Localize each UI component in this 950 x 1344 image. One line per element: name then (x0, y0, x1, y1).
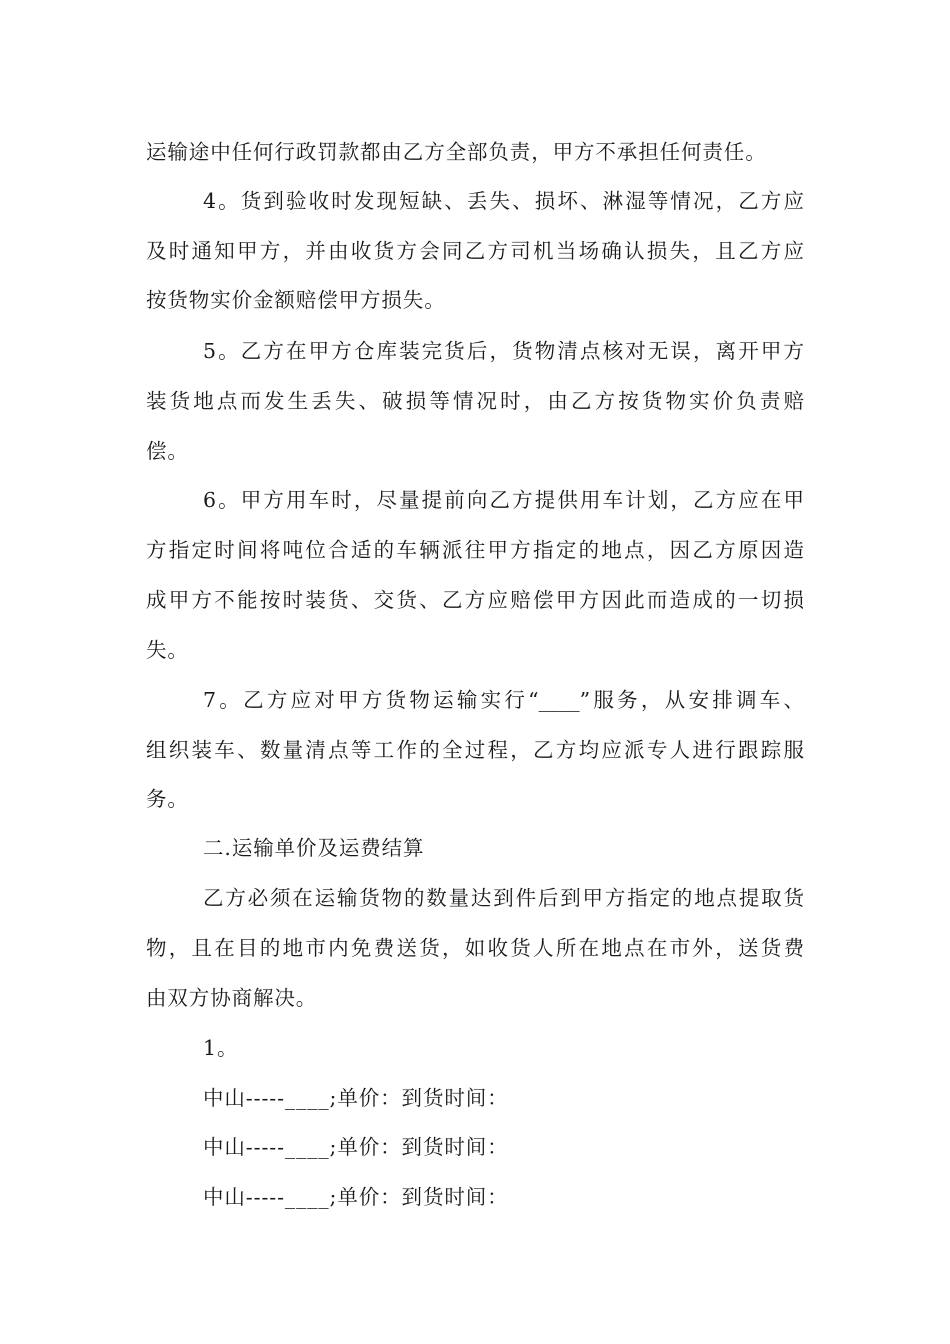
text-line: 方指定时间将吨位合适的车辆派往甲方指定的地点，因乙方原因造 (146, 538, 804, 562)
text-line: 4。货到验收时发现短缺、丢失、损坏、淋湿等情况，乙方应 (203, 189, 804, 213)
text-line: 物，且在目的地市内免费送货，如收货人所在地点在市外，送货费 (146, 936, 804, 960)
text-line: 运输途中任何行政罚款都由乙方全部负责，甲方不承担任何责任。 (146, 140, 767, 164)
text-line: 乙方必须在运输货物的数量达到件后到甲方指定的地点提取货 (203, 886, 804, 910)
text-line: 1。 (203, 1036, 239, 1060)
text-line: 5。乙方在甲方仓库装完货后，货物清点核对无误，离开甲方 (203, 339, 804, 363)
text-line: 6。甲方用车时，尽量提前向乙方提供用车计划，乙方应在甲 (203, 488, 804, 512)
text-line: 务。 (146, 787, 189, 811)
text-line: 失。 (146, 638, 189, 662)
text-line: 偿。 (146, 439, 189, 463)
text-line: 及时通知甲方，并由收货方会同乙方司机当场确认损失，且乙方应 (146, 239, 804, 263)
text-line: 装货地点而发生丢失、破损等情况时，由乙方按货物实价负责赔 (146, 389, 804, 413)
text-line: 由双方协商解决。 (146, 986, 318, 1010)
section-heading: 二.运输单价及运费结算 (203, 836, 425, 860)
text-line: 7。乙方应对甲方货物运输实行“____”服务，从安排调车、 (203, 688, 804, 712)
text-line: 成甲方不能按时装货、交货、乙方应赔偿甲方因此而造成的一切损 (146, 588, 804, 612)
route-line: 中山-----____;单价：到货时间： (203, 1185, 509, 1209)
text-line: 组织装车、数量清点等工作的全过程，乙方均应派专人进行跟踪服 (146, 738, 804, 762)
route-line: 中山-----____;单价：到货时间： (203, 1086, 509, 1110)
route-line: 中山-----____;单价：到货时间： (203, 1135, 509, 1159)
text-line: 按货物实价金额赔偿甲方损失。 (146, 288, 446, 312)
